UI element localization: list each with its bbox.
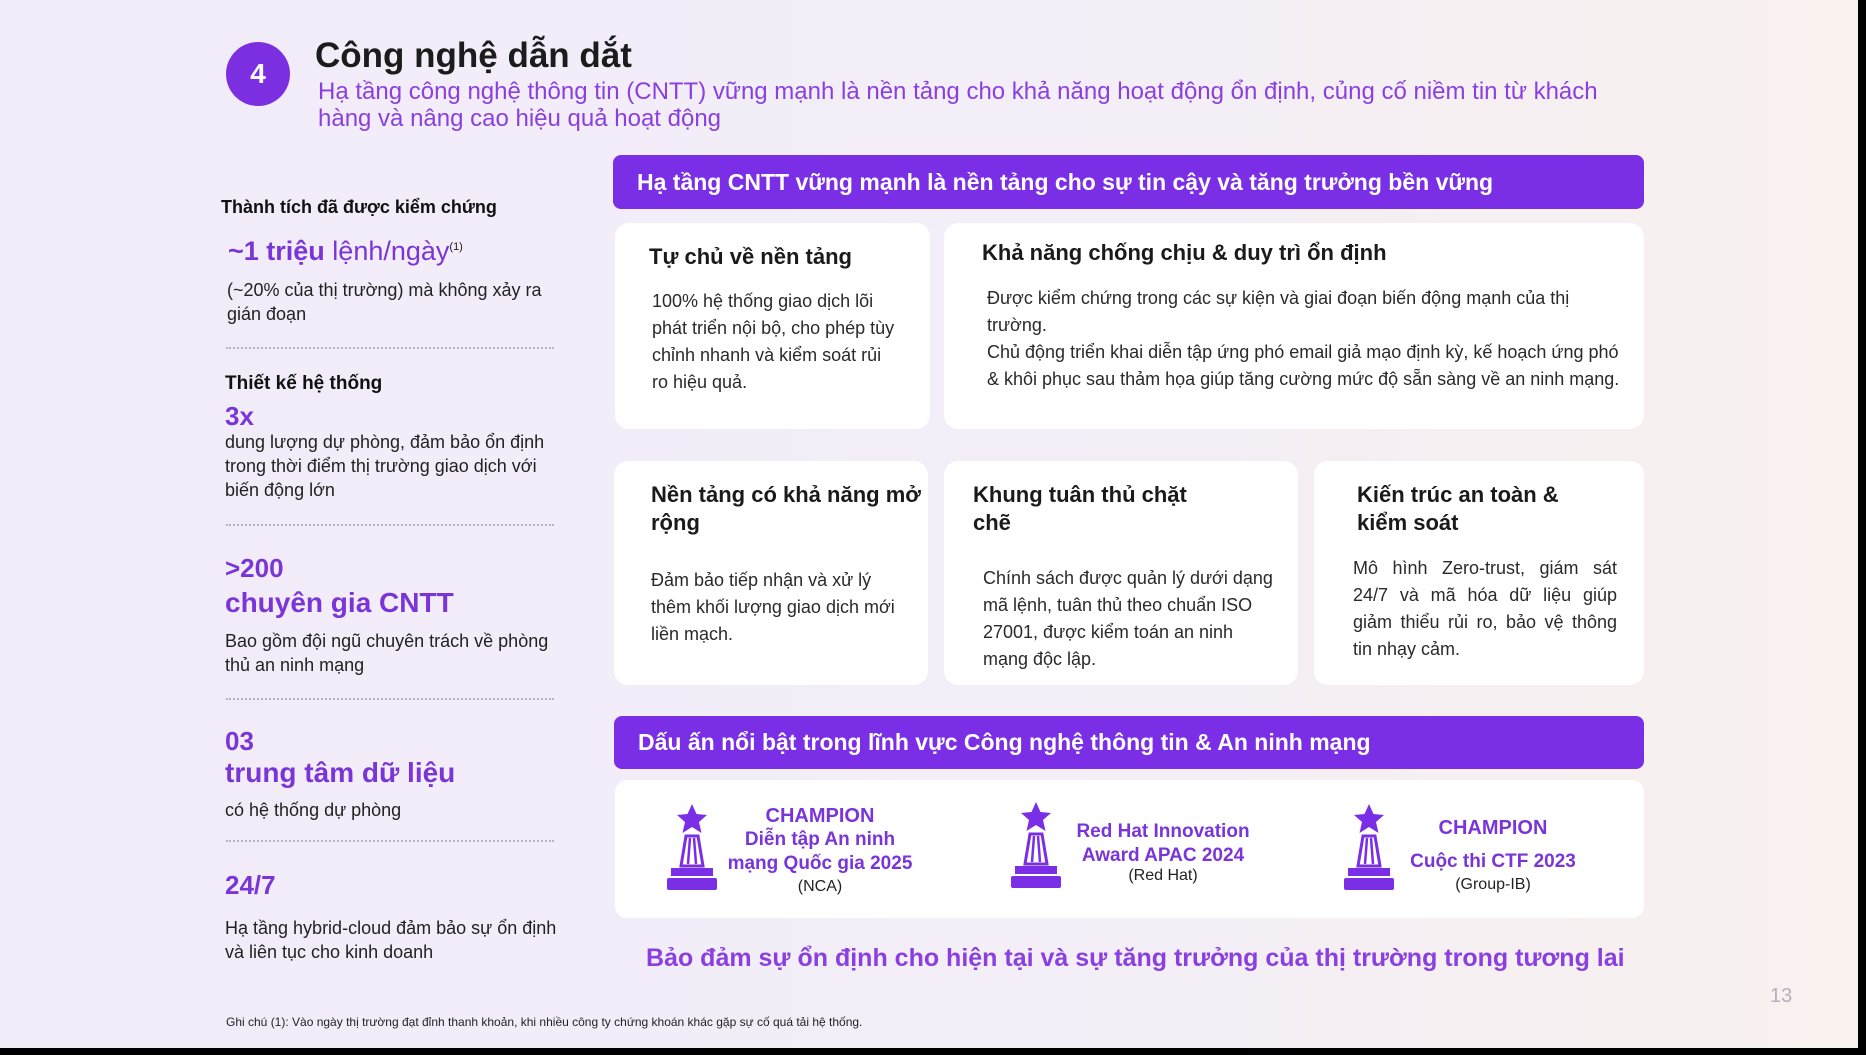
trophy-star-icon — [1342, 802, 1396, 892]
sidebar-divider — [226, 698, 554, 700]
card-resilience — [944, 223, 1644, 429]
uptime-stat: 24/7 — [225, 870, 276, 900]
footnote: Ghi chú (1): Vào ngày thị trường đạt đỉnh thanh khoản, khi nhiều công ty chứng khoán khác gặp sự cố quá tải hệ thống. — [226, 1015, 863, 1029]
award-name: Cuộc thi CTF 2023 — [1410, 851, 1576, 872]
card-platform-autonomy — [615, 223, 930, 429]
datacenter-stat: 03 — [225, 726, 254, 756]
card-title: Tự chủ về nền tảng — [649, 244, 852, 269]
award-name: Red Hat Innovation Award APAC 2024 — [1076, 821, 1250, 866]
card-title: Khả năng chống chịu & duy trì ổn định — [982, 240, 1387, 265]
sidebar-divider — [226, 347, 554, 349]
sidebar-divider — [226, 840, 554, 842]
award-org: (Red Hat) — [1128, 867, 1198, 884]
award-org: (Group-IB) — [1455, 876, 1531, 893]
award-name: Diễn tập An ninh mạng Quốc gia 2025 — [727, 829, 913, 874]
capacity-stat: 3x — [225, 401, 254, 431]
experts-text: Bao gồm đội ngũ chuyên trách về phòng thủ an ninh mạng — [225, 631, 549, 675]
page-number: 13 — [1770, 985, 1793, 1007]
orders-text: (~20% của thị trường) mà không xảy ra gián đoạn — [227, 280, 542, 324]
orders-bold: ~1 triệu — [228, 236, 325, 266]
section-number-badge: 4 — [226, 42, 290, 106]
page-title: Công nghệ dẫn dắt — [315, 36, 632, 75]
proven-label: Thành tích đã được kiểm chứng — [221, 197, 497, 217]
capacity-text: dung lượng dự phòng, đảm bảo ổn định trong thời điểm thị trường giao dịch với biến động lớn — [225, 432, 545, 500]
experts-stat: >200 — [225, 553, 284, 583]
orders-footnote-ref: (1) — [449, 241, 463, 253]
card-scalable-platform — [614, 461, 928, 685]
card-text: Chính sách được quản lý dưới dạng mã lệnh, tuân thủ theo chuẩn ISO 27001, được kiểm toán an ninh mạng độc lập. — [983, 568, 1273, 669]
banner-it-infrastructure: Hạ tầng CNTT vững mạnh là nền tảng cho sự tin cậy và tăng trưởng bền vững — [613, 155, 1644, 209]
datacenter-stat-label: trung tâm dữ liệu — [225, 757, 456, 788]
card-text: Được kiểm chứng trong các sự kiện và giai đoạn biến động mạnh của thị trường. — [987, 288, 1570, 335]
card-title: Khung tuân thủ chặt chẽ — [973, 482, 1187, 535]
experts-stat-label: chuyên gia CNTT — [225, 587, 454, 618]
datacenter-text: có hệ thống dự phòng — [225, 800, 402, 820]
award-org: (NCA) — [797, 878, 843, 895]
orders-stat — [228, 236, 463, 267]
trophy-star-icon — [665, 802, 719, 892]
awards-panel — [615, 780, 1644, 918]
trophy-star-icon — [1009, 800, 1063, 890]
award-title: CHAMPION — [765, 805, 875, 827]
sidebar-divider — [226, 524, 554, 526]
banner-highlights: Dấu ấn nổi bật trong lĩnh vực Công nghệ thông tin & An ninh mạng — [614, 716, 1644, 769]
orders-unit: lệnh/ngày — [324, 236, 450, 266]
award-title: CHAMPION — [1438, 817, 1548, 839]
uptime-text: Hạ tầng hybrid-cloud đảm bảo sự ổn định và liên tục cho kinh doanh — [225, 918, 557, 962]
card-title: Kiến trúc an toàn & kiểm soát — [1357, 482, 1559, 535]
card-compliance — [944, 461, 1298, 685]
page-subtitle: Hạ tầng công nghệ thông tin (CNTT) vững mạnh là nền tảng cho khả năng hoạt động ổn định, củng cố niềm tin từ khách hàng và nâng cao hiệu quả hoạt động — [318, 78, 1598, 132]
card-security-architecture — [1314, 461, 1644, 685]
card-text: Đảm bảo tiếp nhận và xử lý thêm khối lượng giao dịch mới liền mạch. — [651, 570, 895, 644]
tagline: Bảo đảm sự ổn định cho hiện tại và sự tăng trưởng của thị trường trong tương lai — [646, 944, 1625, 972]
card-title: Nền tảng có khả năng mở rộng — [651, 482, 921, 535]
design-label: Thiết kế hệ thống — [225, 373, 383, 394]
card-text: 100% hệ thống giao dịch lõi phát triển nội bộ, cho phép tùy chỉnh nhanh và kiểm soát rủi ro hiệu quả. — [652, 291, 895, 392]
card-text: Chủ động triển khai diễn tập ứng phó email giả mạo định kỳ, kế hoạch ứng phó & khôi phục sau thảm họa giúp tăng cường mức độ sẵn sàng về an ninh mạng. — [987, 342, 1620, 389]
card-text: Mô hình Zero-trust, giám sát 24/7 và mã hóa dữ liệu giúp giảm thiểu rủi ro, bảo vệ thông tin nhạy cảm. — [1353, 558, 1617, 659]
